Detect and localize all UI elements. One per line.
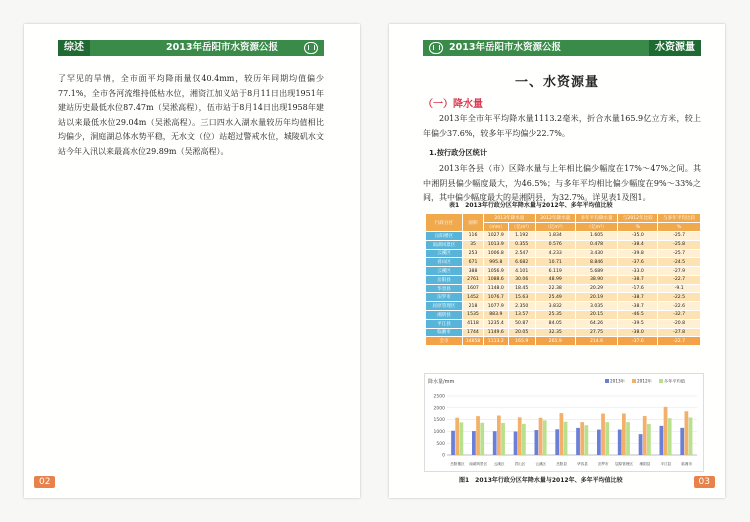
value-cell: 5.689 — [575, 267, 618, 276]
bar-avg — [564, 422, 568, 455]
unit-vol-2013: （亿m³） — [508, 223, 535, 232]
bar-2013 — [680, 428, 684, 455]
region-cell: 屈原管理区 — [426, 302, 463, 311]
bar-2012 — [518, 417, 522, 455]
unit-vol-2012: （亿m³） — [535, 223, 575, 232]
value-cell: 20.15 — [575, 311, 618, 320]
value-cell: 4.233 — [535, 249, 575, 258]
value-cell: 20.19 — [575, 293, 618, 302]
value-cell: 2.547 — [508, 249, 535, 258]
y-tick-label: 1000 — [433, 430, 445, 435]
value-cell: -46.5 — [618, 311, 658, 320]
value-cell: 1235.4 — [484, 319, 509, 328]
bar-2013 — [555, 429, 559, 455]
table-row — [426, 267, 701, 276]
y-tick-label: 1500 — [433, 418, 445, 424]
value-cell: 0.576 — [535, 240, 575, 249]
value-cell: -22.5 — [658, 293, 701, 302]
value-cell: 218 — [463, 302, 484, 311]
bulletin-logo-icon — [429, 42, 443, 54]
left-section-tag: 综述 — [58, 40, 90, 56]
value-cell: 50.87 — [508, 319, 535, 328]
bar-2013 — [639, 434, 643, 455]
value-cell: 20.29 — [575, 284, 618, 293]
x-tick-label: 湘阴县 — [639, 462, 651, 466]
unit-vol-avg: （亿m³） — [575, 223, 618, 232]
value-cell: -27.8 — [658, 328, 701, 337]
y-axis-label: 降水量/mm — [428, 379, 455, 385]
value-cell: 1056.9 — [484, 267, 509, 276]
table-row — [426, 319, 701, 328]
value-cell: 84.05 — [535, 319, 575, 328]
bar-2012 — [622, 414, 626, 455]
value-cell: 0.478 — [575, 240, 618, 249]
value-cell: 20.05 — [508, 328, 535, 337]
value-cell: 25.49 — [535, 293, 575, 302]
value-cell: 1076.7 — [484, 293, 509, 302]
value-cell: -38.0 — [618, 328, 658, 337]
value-cell: -37.6 — [618, 258, 658, 267]
value-cell: -9.1 — [658, 284, 701, 293]
table-row — [426, 284, 701, 293]
value-cell: -35.0 — [618, 232, 658, 241]
region-cell: 云溪区 — [426, 267, 463, 276]
region-cell: 临湘市 — [426, 328, 463, 337]
right-running-title: 2013年岳阳市水资源公报 — [449, 42, 561, 53]
value-cell: 64.26 — [575, 319, 618, 328]
value-cell: -33.0 — [618, 267, 658, 276]
bar-avg — [543, 420, 547, 455]
value-cell: -38.7 — [618, 302, 658, 311]
bar-2013 — [451, 431, 455, 455]
left-running-title: 2013年岳阳市水资源公报 — [166, 42, 278, 53]
value-cell: 18.45 — [508, 284, 535, 293]
th-2013: 2013年降水量 — [484, 214, 536, 223]
bar-avg — [460, 422, 464, 455]
bar-2012 — [601, 414, 605, 455]
value-cell: 4.101 — [508, 267, 535, 276]
left-paragraph: 了罕见的旱情，全市面平均降雨量仅40.4mm，较历年同期均值偏少77.1%，全市各河流维持低枯水位，湘资江加义站于8月11日出现1951年建站历史最低水位87.47m（吴淞高程），伍市站于8月14日出现1958年建站以来最低水位29.04m（吴淞高程）。三口四水入湖水量较历年均值相比均偏少，洞庭湖总体水势平稳，无水文（位）站超过警戒水位，城陵矶水文站今年入汛以来最高水位29.89m（吴淞高程）。 — [58, 74, 324, 156]
value-cell: 35 — [463, 240, 484, 249]
bar-2013 — [472, 431, 476, 455]
value-cell: -25.7 — [658, 249, 701, 258]
value-cell: -39.8 — [618, 249, 658, 258]
table-row — [426, 302, 701, 311]
bar-2012 — [455, 418, 459, 455]
bar-avg — [501, 423, 505, 455]
total-cell: 全市 — [426, 337, 463, 346]
unit-pct-2012: % — [618, 223, 658, 232]
th-cmp-2012: 与2012年比较 — [618, 214, 658, 223]
x-tick-label: 岳阳楼区 — [450, 462, 465, 466]
value-cell: 2.350 — [508, 302, 535, 311]
total-cell: -22.7 — [658, 337, 701, 346]
subsection-title: 1.按行政分区统计 — [429, 148, 488, 157]
bar-avg — [605, 422, 609, 455]
table-body — [426, 232, 701, 346]
rainfall-table — [425, 213, 701, 346]
value-cell: 1149.6 — [484, 328, 509, 337]
table-row — [426, 328, 701, 337]
value-cell: 4118 — [463, 319, 484, 328]
value-cell: 1148.0 — [484, 284, 509, 293]
value-cell: -24.5 — [658, 258, 701, 267]
value-cell: 1607 — [463, 284, 484, 293]
value-cell: 0.355 — [508, 240, 535, 249]
bulletin-logo-icon — [304, 42, 318, 54]
value-cell: -17.6 — [618, 284, 658, 293]
value-cell: 13.57 — [508, 311, 535, 320]
table-row — [426, 258, 701, 267]
value-cell: 1535 — [463, 311, 484, 320]
value-cell: 32.35 — [535, 328, 575, 337]
right-section-tag: 水资源量 — [649, 40, 701, 56]
value-cell: -32.7 — [658, 311, 701, 320]
right-header-bar — [423, 40, 701, 56]
x-tick-label: 岳阳县 — [556, 462, 567, 466]
region-cell: 平江县 — [426, 319, 463, 328]
intro-block — [423, 112, 701, 141]
left-page-number: 02 — [34, 476, 55, 488]
total-cell: 165.9 — [508, 337, 535, 346]
y-tick-label: 2000 — [433, 406, 445, 412]
x-tick-label: 临湘市 — [681, 462, 692, 466]
right-page — [389, 24, 725, 498]
value-cell: 8.846 — [575, 258, 618, 267]
region-cell: 华容县 — [426, 284, 463, 293]
bar-avg — [585, 425, 589, 455]
figure-caption: 图1 2013年行政分区年降水量与2012年、多年平均值比较 — [459, 477, 623, 484]
region-cell: 君山区 — [426, 258, 463, 267]
bar-2013 — [514, 431, 518, 455]
legend-label: 多年平均值 — [664, 378, 685, 384]
right-page-number: 03 — [694, 476, 715, 488]
rainfall-chart — [424, 373, 704, 472]
region-cell: 南湖风景区 — [426, 240, 463, 249]
value-cell: -25.8 — [658, 240, 701, 249]
legend-swatch — [659, 379, 663, 383]
value-cell: 116 — [463, 232, 484, 241]
bar-2012 — [643, 416, 647, 455]
x-tick-label: 君山区 — [514, 462, 526, 466]
value-cell: -38.4 — [618, 240, 658, 249]
table-row — [426, 293, 701, 302]
bar-avg — [480, 423, 484, 455]
bar-2012 — [664, 407, 668, 455]
bar-avg — [689, 417, 693, 455]
sub-paragraph: 2013年各县（市）区降水量与上年相比偏少幅度在17%～47%之间。其中湘阴县偏少幅度最大，为46.5%；与多年平均相比偏少幅度在9%～33%之间，其中偏少幅度最大的是湘阴县，为32.7%。详见表1及图1。 — [423, 164, 701, 203]
region-cell: 岳阳县 — [426, 275, 463, 284]
value-cell: 3.832 — [535, 302, 575, 311]
bar-2012 — [560, 413, 564, 455]
value-cell: 30.06 — [508, 275, 535, 284]
x-tick-label: 汨罗市 — [597, 462, 609, 466]
value-cell: 27.75 — [575, 328, 618, 337]
left-header-bar — [58, 40, 324, 56]
value-cell: 1088.6 — [484, 275, 509, 284]
value-cell: -20.8 — [658, 319, 701, 328]
bar-avg — [626, 422, 630, 455]
legend-swatch — [632, 379, 636, 383]
table-caption: 表1 2013年行政分区年降水量与2012年、多年平均值比较 — [449, 202, 613, 209]
bar-avg — [522, 424, 526, 455]
total-cell: 14858 — [463, 337, 484, 346]
bar-2013 — [618, 430, 622, 455]
x-tick-label: 屈原管理区 — [615, 462, 634, 466]
bar-avg — [647, 424, 651, 455]
region-cell: 汨罗市 — [426, 293, 463, 302]
bar-avg — [668, 418, 672, 455]
region-cell: 湘阴县 — [426, 311, 463, 320]
bar-2012 — [476, 416, 480, 455]
bar-2013 — [660, 426, 664, 455]
value-cell: -39.5 — [618, 319, 658, 328]
bar-2012 — [539, 418, 543, 455]
left-page — [24, 24, 360, 498]
total-cell: 1113.2 — [484, 337, 509, 346]
value-cell: 3.035 — [575, 302, 618, 311]
value-cell: 1744 — [463, 328, 484, 337]
value-cell: 253 — [463, 249, 484, 258]
bar-2012 — [497, 416, 501, 455]
y-tick-label: 500 — [436, 441, 445, 447]
value-cell: 1.834 — [535, 232, 575, 241]
table-row — [426, 311, 701, 320]
value-cell: -25.7 — [658, 232, 701, 241]
th-cmp-avg: 与多年平均比较 — [658, 214, 701, 223]
x-tick-label: 南湖风景区 — [469, 462, 488, 466]
total-cell: -37.6 — [618, 337, 658, 346]
value-cell: -22.6 — [658, 302, 701, 311]
x-tick-label: 云溪区 — [493, 462, 505, 466]
value-cell: 48.99 — [535, 275, 575, 284]
y-tick-label: 2500 — [433, 394, 445, 400]
total-cell: 214.6 — [575, 337, 618, 346]
chart-svg — [425, 374, 703, 471]
th-avg: 多年平均降水量 — [575, 214, 618, 223]
value-cell: -38.7 — [618, 293, 658, 302]
value-cell: 883.9 — [484, 311, 509, 320]
value-cell: 2761 — [463, 275, 484, 284]
section-title: （一）降水量 — [423, 99, 483, 110]
unit-mm: （mm） — [484, 223, 509, 232]
value-cell: 1.605 — [575, 232, 618, 241]
th-region: 行政分区 — [426, 214, 463, 232]
y-tick-label: 0 — [442, 453, 445, 459]
value-cell: 6.682 — [508, 258, 535, 267]
intro-paragraph: 2013年全市年平均降水量1113.2毫米，折合水量165.9亿立方米，较上年偏少37.6%，较多年平均偏少22.7%。 — [423, 114, 701, 138]
bar-2013 — [597, 430, 601, 455]
value-cell: 6.119 — [535, 267, 575, 276]
bar-2013 — [493, 431, 497, 455]
table-total-row — [426, 337, 701, 346]
th-area: 面积 — [463, 214, 484, 232]
bar-2013 — [576, 428, 580, 455]
table-row — [426, 275, 701, 284]
bar-2012 — [580, 422, 584, 455]
x-tick-label: 平江县 — [660, 462, 672, 466]
bar-2013 — [535, 430, 539, 455]
th-2012: 2012年降水量 — [535, 214, 575, 223]
value-cell: 1452 — [463, 293, 484, 302]
value-cell: 995.8 — [484, 258, 509, 267]
region-cell: 岳阳楼区 — [426, 232, 463, 241]
region-cell: 云溪区 — [426, 249, 463, 258]
legend-label: 2013年 — [610, 378, 625, 384]
chapter-title: 一、水资源量 — [514, 75, 599, 90]
value-cell: 1013.9 — [484, 240, 509, 249]
value-cell: 3.430 — [575, 249, 618, 258]
x-tick-label: 华容县 — [577, 462, 588, 466]
value-cell: 388 — [463, 267, 484, 276]
left-text-block — [58, 72, 324, 160]
value-cell: 1077.9 — [484, 302, 509, 311]
value-cell: 15.63 — [508, 293, 535, 302]
total-cell: 265.9 — [535, 337, 575, 346]
table-header-row — [426, 214, 701, 223]
legend-label: 2012年 — [637, 378, 652, 384]
value-cell: 22.38 — [535, 284, 575, 293]
table-row — [426, 232, 701, 241]
value-cell: 1.192 — [508, 232, 535, 241]
value-cell: 1027.9 — [484, 232, 509, 241]
table-row — [426, 249, 701, 258]
unit-pct-avg: % — [658, 223, 701, 232]
value-cell: 10.71 — [535, 258, 575, 267]
value-cell: -38.7 — [618, 275, 658, 284]
value-cell: 671 — [463, 258, 484, 267]
value-cell: 38.90 — [575, 275, 618, 284]
bar-2012 — [685, 411, 689, 455]
value-cell: -22.7 — [658, 275, 701, 284]
x-tick-label: 云溪区 — [535, 462, 547, 466]
value-cell: 1006.8 — [484, 249, 509, 258]
table-row — [426, 240, 701, 249]
legend-swatch — [605, 379, 609, 383]
value-cell: 25.35 — [535, 311, 575, 320]
value-cell: -27.9 — [658, 267, 701, 276]
